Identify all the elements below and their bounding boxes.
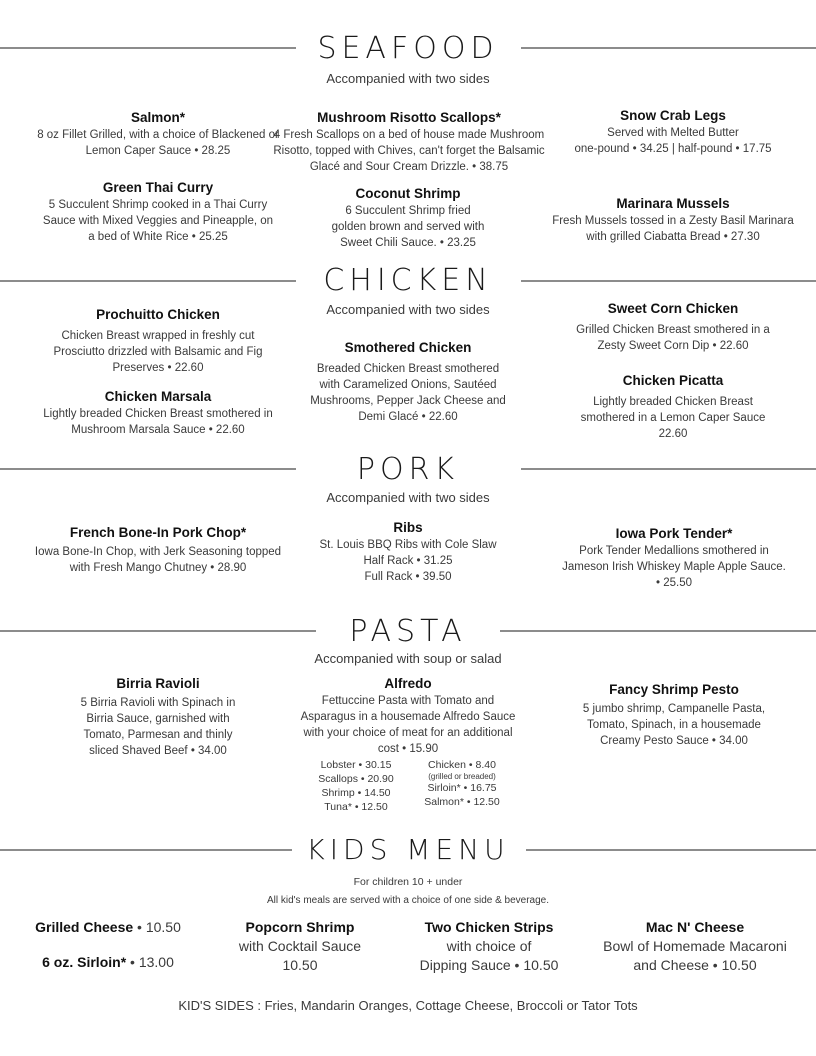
item-name: Prochuitto Chicken	[96, 307, 220, 322]
kids-item	[590, 918, 800, 975]
section-title-chicken: CHICKEN	[323, 263, 493, 298]
item-name: Green Thai Curry	[102, 180, 214, 195]
menu-item	[296, 676, 520, 757]
addon-item: Tuna* • 12.50	[324, 801, 388, 813]
kids-item	[22, 918, 194, 937]
menu-item	[20, 307, 296, 376]
menu-item	[20, 389, 296, 438]
item-name: Popcorn Shrimp	[245, 919, 355, 935]
menu-item	[548, 108, 798, 157]
menu-item	[548, 301, 798, 354]
menu-item	[310, 186, 506, 251]
item-name: Two Chicken Strips	[424, 919, 554, 935]
addon-item: Scallops • 20.90	[318, 773, 394, 785]
item-desc: Bowl of Homemade Macaroni	[603, 938, 787, 954]
kids-item	[220, 918, 380, 975]
menu-item	[560, 526, 788, 591]
item-desc: 6 Succulent Shrimp fried golden brown and served with Sweet Chili Sauce. • 23.25	[331, 205, 485, 249]
addon-item: Lobster • 30.15	[320, 759, 392, 771]
section-title-seafood: SEAFOOD	[317, 31, 499, 66]
kids-item	[22, 953, 194, 972]
item-desc: Fresh Mussels tossed in a Zesty Basil Marinara with grilled Ciabatta Bread • 27.30	[552, 215, 794, 243]
item-desc: 5 Birria Ravioli with Spinach in Birria Sauce, garnished with Tomato, Parmesan and thinly sliced Shaved Beef • 34.00	[80, 697, 236, 757]
item-desc: 5 Succulent Shrimp cooked in a Thai Curry Sauce with Mixed Veggies and Pineapple, on a bed of White Rice • 25.25	[42, 199, 274, 243]
menu-item	[20, 525, 296, 576]
item-desc: Lightly breaded Chicken Breast smothered in Mushroom Marsala Sauce • 22.60	[43, 408, 273, 436]
item-desc: with choice of	[446, 938, 532, 954]
addon-note: (grilled or breaded)	[428, 772, 496, 781]
item-desc: Iowa Bone-In Chop, with Jerk Seasoning topped with Fresh Mango Chutney • 28.90	[34, 546, 282, 574]
kids-sides: KID'S SIDES : Fries, Mandarin Oranges, Cottage Cheese, Broccoli or Tator Tots	[178, 998, 638, 1013]
item-price: 10.50	[282, 957, 318, 973]
menu-item	[300, 520, 516, 585]
alfredo-addons-right	[412, 758, 512, 809]
item-desc-half: Half Rack • 31.25	[363, 555, 453, 567]
item-name: Fancy Shrimp Pesto	[609, 682, 739, 697]
item-price: • 10.50	[137, 919, 181, 935]
item-name: Marinara Mussels	[616, 196, 730, 211]
section-title-pasta: PASTA	[349, 614, 467, 649]
addon-item: Sirloin* • 16.75	[427, 782, 497, 794]
item-desc: Fettuccine Pasta with Tomato and Asparagus in a housemade Alfredo Sauce with your choice of meat for an additional cost • 15.90	[300, 695, 516, 755]
item-name: Smothered Chicken	[344, 340, 472, 355]
item-name: Snow Crab Legs	[620, 108, 726, 123]
item-desc-price: Dipping Sauce • 10.50	[419, 957, 559, 973]
item-name: Alfredo	[384, 676, 432, 691]
section-title-pork: PORK	[356, 452, 460, 487]
item-desc: Lightly breaded Chicken Breast smothered in a Lemon Caper Sauce 22.60	[580, 396, 766, 440]
item-desc: Pork Tender Medallions smothered in Jameson Irish Whiskey Maple Apple Sauce. • 25.50	[562, 545, 786, 589]
item-desc: 4 Fresh Scallops on a bed of house made Mushroom Risotto, topped with Chives, can't forget the Balsamic Glacé and Sour Cream Drizzle. • 38.75	[273, 129, 545, 173]
item-name: Iowa Pork Tender*	[615, 526, 733, 541]
item-desc-full: Full Rack • 39.50	[364, 571, 452, 583]
kids-note: All kid's meals are served with a choice of one side & beverage.	[266, 895, 550, 906]
addon-item: Chicken • 8.40	[428, 759, 496, 771]
menu-item	[268, 110, 550, 175]
section-subtitle: Accompanied with two sides	[326, 71, 490, 86]
item-name: Chicken Marsala	[104, 389, 212, 404]
kids-subtitle: For children 10 + under	[353, 876, 463, 888]
menu-item	[20, 110, 296, 159]
item-name: French Bone-In Pork Chop*	[69, 525, 247, 540]
item-desc: 8 oz Fillet Grilled, with a choice of Blackened or Lemon Caper Sauce • 28.25	[37, 129, 279, 157]
item-name: 6 oz. Sirloin*	[42, 954, 127, 970]
menu-item	[20, 180, 296, 245]
menu-item	[568, 682, 780, 749]
menu-item	[304, 340, 512, 425]
item-name: Grilled Cheese	[35, 919, 134, 935]
item-name: Mac N' Cheese	[645, 919, 745, 935]
section-subtitle: Accompanied with two sides	[326, 490, 490, 505]
addon-item: Salmon* • 12.50	[424, 796, 500, 808]
item-name: Chicken Picatta	[622, 373, 724, 388]
item-name: Coconut Shrimp	[355, 186, 461, 201]
kids-item	[404, 918, 574, 975]
item-name: Salmon*	[130, 110, 185, 125]
item-name: Mushroom Risotto Scallops*	[317, 110, 501, 125]
item-desc: Chicken Breast wrapped in freshly cut Prosciutto drizzled with Balsamic and Fig Preserves • 22.60	[53, 330, 263, 374]
menu-item	[548, 373, 798, 442]
item-desc-price: and Cheese • 10.50	[633, 957, 757, 973]
menu-item	[548, 196, 798, 245]
item-price: • 13.00	[130, 954, 174, 970]
menu-item	[60, 676, 256, 759]
item-desc: St. Louis BBQ Ribs with Cole Slaw	[319, 539, 497, 551]
item-desc: Breaded Chicken Breast smothered with Caramelized Onions, Sautéed Mushrooms, Pepper Jack Cheese and Demi Glacé • 22.60	[310, 363, 506, 423]
item-desc: with Cocktail Sauce	[238, 938, 362, 954]
item-name: Sweet Corn Chicken	[607, 301, 739, 316]
item-name: Birria Ravioli	[116, 676, 200, 691]
item-desc: Served with Melted Butter	[607, 127, 739, 139]
alfredo-addons-left	[306, 758, 406, 814]
section-subtitle: Accompanied with two sides	[326, 302, 490, 317]
addon-item: Shrimp • 14.50	[321, 787, 391, 799]
section-subtitle: Accompanied with soup or salad	[314, 651, 502, 666]
item-desc-prices: one-pound • 34.25 | half-pound • 17.75	[574, 143, 772, 155]
item-name: Ribs	[393, 520, 423, 535]
section-title-kids: KIDS MENU	[306, 833, 510, 866]
item-desc: 5 jumbo shrimp, Campanelle Pasta, Tomato, Spinach, in a housemade Creamy Pesto Sauce • 34.00	[582, 703, 766, 747]
item-desc: Grilled Chicken Breast smothered in a Zesty Sweet Corn Dip • 22.60	[576, 324, 770, 352]
